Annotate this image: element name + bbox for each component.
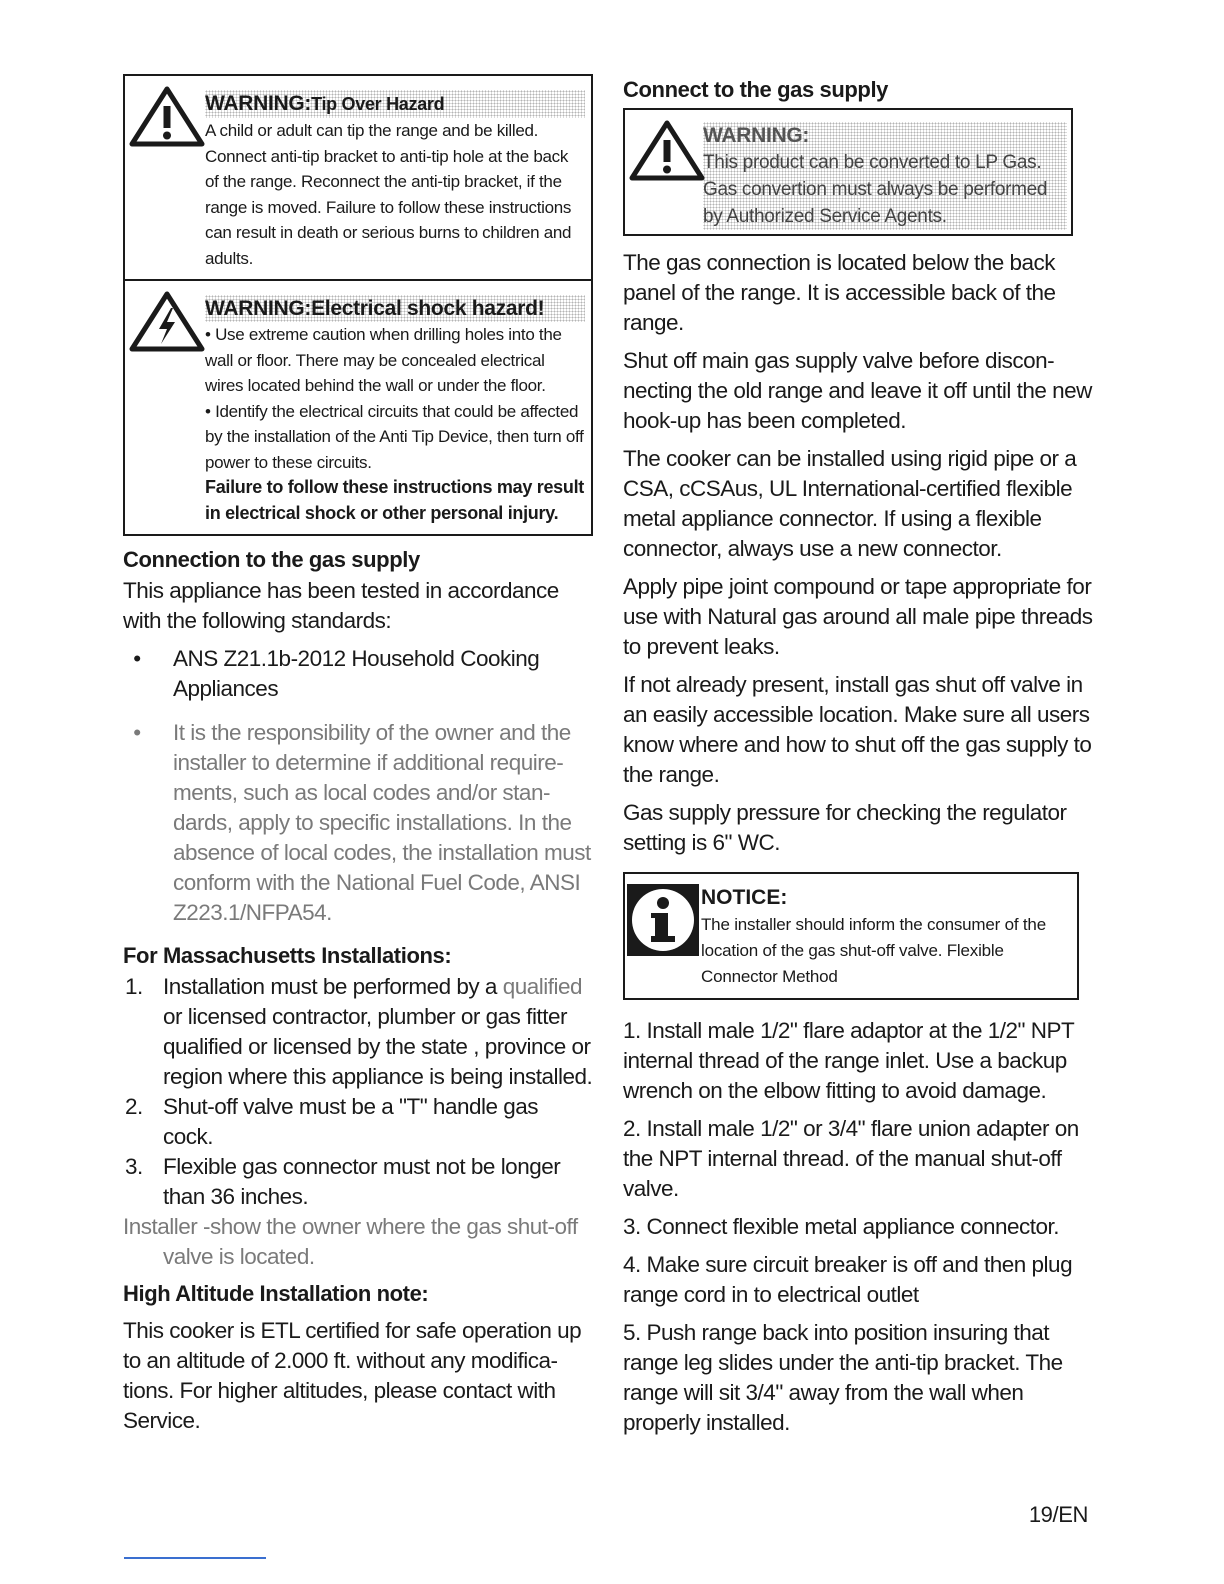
connection-intro: This appliance has been tested in accordance with the following standards: (123, 578, 559, 633)
footer-rule (124, 1557, 266, 1559)
paragraph: Shut off main gas supply valve before discon-necting the old range and leave it off until the new hook-up has been completed. (623, 348, 1092, 433)
notice-title: NOTICE: (701, 886, 788, 909)
install-step: 5. Push range back into position insuring that range leg slides under the anti-tip bracket. The range will sit 3/4" away from the wall when properly installed. (623, 1320, 1063, 1435)
installer-note: Installer -show the owner where the gas shut-off valve is located. (123, 1214, 578, 1269)
standards-list (123, 644, 593, 928)
massachusetts-list (123, 972, 593, 1212)
list-item (123, 972, 593, 1092)
warning-box-left (123, 74, 593, 536)
notice-text: The installer should inform the consumer of the location of the gas shut-off valve. Flexible Connector Method (701, 915, 1046, 986)
list-item-text: Installation must be performed by a (163, 974, 503, 999)
list-item-text: Flexible gas connector must not be longer than 36 inches. (163, 1154, 561, 1209)
warning-subtitle: Tip Over Hazard (311, 94, 445, 114)
list-number: 1. (125, 974, 143, 999)
lp-gas-warning-title: WARNING: (703, 122, 1067, 149)
install-step: 1. Install male 1/2" flare adaptor at the 1/2" NPT internal thread of the range inlet. Use a backup wrench on the elbow fitting to avoid damage. (623, 1018, 1074, 1103)
lp-gas-warning (625, 110, 1071, 234)
altitude-heading: High Altitude Installation note: (123, 1281, 429, 1306)
list-number: 2. (125, 1094, 143, 1119)
bullet-icon: • (133, 720, 141, 745)
electrical-title (205, 295, 585, 322)
paragraph: Apply pipe joint compound or tape appropriate for use with Natural gas around all male pipe threads to prevent leaks. (623, 574, 1093, 659)
paragraph: If not already present, install gas shut off valve in an easily accessible location. Make sure all users know where and how to shut off the gas supply to the range. (623, 672, 1092, 787)
list-item-text: Shut-off valve must be a "T" handle gas cock. (163, 1094, 539, 1149)
install-step: 3. Connect flexible metal appliance connector. (623, 1214, 1060, 1239)
warning-label: WARNING: (205, 92, 312, 115)
warning-subtitle: Electrical shock hazard! (311, 297, 545, 320)
list-item-text-faded: qualified (502, 974, 583, 999)
paragraph: Gas supply pressure for checking the regulator setting is 6" WC. (623, 800, 1067, 855)
bullet-icon: • (133, 646, 141, 671)
connect-heading: Connect to the gas supply (623, 77, 889, 102)
right-column (623, 74, 1093, 1446)
notice-box (623, 872, 1079, 1000)
electrical-bullet-2: • Identify the electrical circuits that could be affected by the installation of the Anti Tip Device, then turn off power to these circuits. (205, 401, 584, 472)
list-item (123, 1092, 593, 1152)
list-item (123, 1152, 593, 1212)
warning-triangle-icon (129, 86, 205, 148)
tip-over-text: A child or adult can tip the range and be killed. Connect anti-tip bracket to anti-tip hole at the back of the range. Reconnect the anti-tip bracket, if the range is moved. Failure to follow these instructions can result in death or serious burns to children and adults. (205, 121, 572, 268)
electrical-hazard-icon (129, 291, 205, 353)
paragraph: The cooker can be installed using rigid pipe or a CSA, cCSAus, UL International-certified flexible metal appliance connector. If using a flexible connector, always use a new connector. (623, 446, 1077, 561)
list-number: 3. (125, 1154, 143, 1179)
install-step: 2. Install male 1/2" or 3/4" flare union adapter on the NPT internal thread. of the manual shut-off valve. (623, 1116, 1079, 1201)
list-item (123, 644, 593, 704)
list-item-text: or licensed contractor, plumber or gas fitter qualified or licensed by the state , province or region where this appliance is being installed. (163, 1004, 593, 1089)
info-icon (627, 884, 699, 956)
left-column (123, 74, 593, 1444)
lp-gas-warning-text: This product can be converted to LP Gas. Gas convertion must always be performed by Authorized Service Agents. (703, 149, 1067, 230)
connection-heading: Connection to the gas supply (123, 547, 420, 572)
list-item-text: ANS Z21.1b-2012 Household Cooking Appliances (173, 646, 540, 701)
list-item (123, 718, 593, 928)
electrical-bullet-1: • Use extreme caution when drilling holes into the wall or floor. There may be concealed electrical wires located behind the wall or under the floor. (205, 325, 562, 395)
altitude-text: This cooker is ETL certified for safe operation up to an altitude of 2.000 ft. without any modifica-tions. For higher altitudes, please contact with Service. (123, 1318, 582, 1433)
warning-triangle-icon (629, 120, 705, 182)
massachusetts-heading: For Massachusetts Installations: (123, 943, 452, 968)
lp-gas-warning-box (623, 108, 1073, 236)
electrical-bold-text: Failure to follow these instructions may result in electrical shock or other personal injury. (205, 477, 584, 523)
tip-over-warning (125, 76, 591, 279)
tip-over-title (205, 90, 585, 118)
paragraph: The gas connection is located below the back panel of the range. It is accessible back of the range. (623, 250, 1056, 335)
warning-label: WARNING: (205, 297, 312, 320)
install-step: 4. Make sure circuit breaker is off and then plug range cord in to electrical outlet (623, 1252, 1073, 1307)
electrical-shock-warning (125, 279, 591, 534)
page-number: 19/EN (1028, 1502, 1088, 1527)
list-item-text: It is the responsibility of the owner and the installer to determine if additional require-ments, such as local codes and/or stan-dards, apply to specific installations. In the absence of local codes, the installation must conform with the National Fuel Code, ANSI Z223.1/NFPA54. (173, 720, 591, 925)
